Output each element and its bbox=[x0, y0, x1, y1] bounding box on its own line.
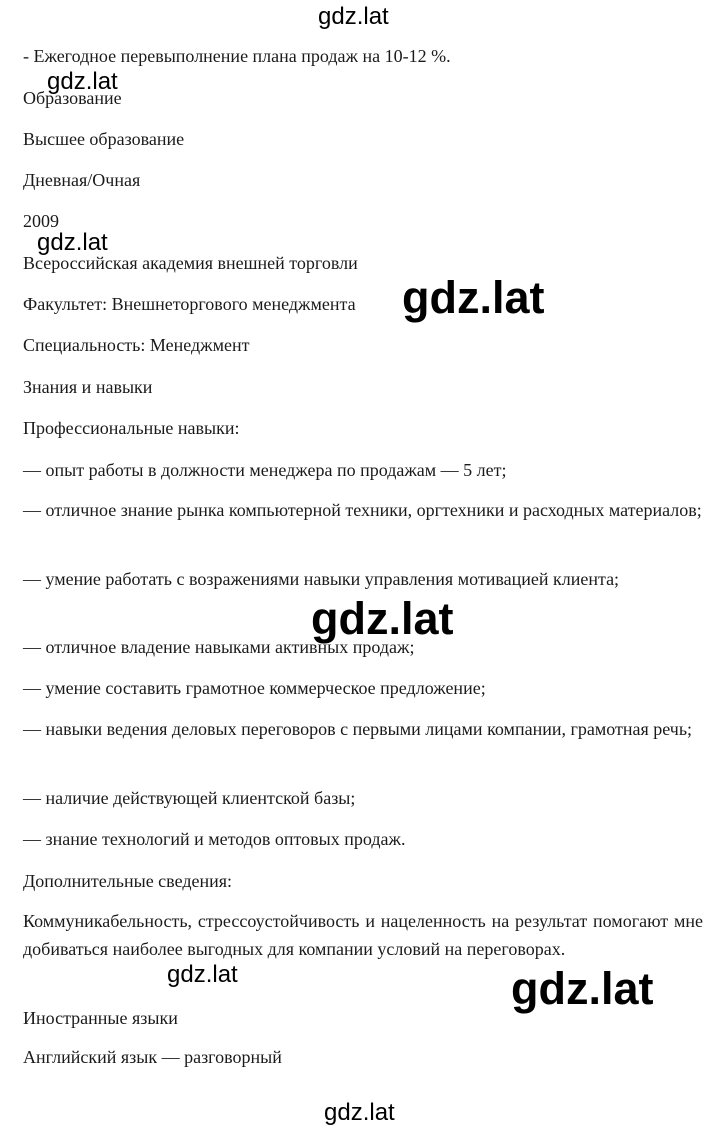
watermark-logo: gdz.lat bbox=[167, 961, 238, 988]
section-heading-skills: Знания и навыки bbox=[23, 377, 153, 397]
university-name: Всероссийская академия внешней торговли bbox=[23, 253, 358, 273]
skill-item: — навыки ведения деловых переговоров с первыми лицами компании, грамотная речь; bbox=[23, 719, 693, 739]
specialty-line: Специальность: Менеджмент bbox=[23, 335, 250, 355]
additional-info-paragraph: Коммуникабельность, стрессоустойчивость и нацеленность на результат помогают мне добиваться наиболее выгодных для компании условий на переговорах. bbox=[23, 911, 703, 959]
section-heading-education: Образование bbox=[23, 88, 122, 108]
achievement-line: - Ежегодное перевыполнение плана продаж на 10-12 %. bbox=[23, 46, 451, 66]
skill-item: — умение работать с возражениями навыки управления мотивацией клиента; bbox=[23, 569, 620, 589]
watermark-logo: gdz.lat bbox=[318, 3, 389, 30]
watermark-logo: gdz.lat bbox=[511, 963, 654, 1014]
watermark-logo: gdz.lat bbox=[402, 272, 545, 323]
section-heading-additional: Дополнительные сведения: bbox=[23, 871, 233, 891]
skill-item: — отличное владение навыками активных продаж; bbox=[23, 637, 415, 657]
skill-item: — отличное знание рынка компьютерной техники, оргтехники и расходных материалов; bbox=[23, 500, 702, 520]
skill-item: — умение составить грамотное коммерческое предложение; bbox=[23, 678, 486, 698]
graduation-year: 2009 bbox=[23, 211, 59, 231]
language-line: Английский язык — разговорный bbox=[23, 1047, 282, 1067]
education-level: Высшее образование bbox=[23, 129, 185, 149]
watermark-logo: gdz.lat bbox=[311, 593, 454, 644]
section-heading-languages: Иностранные языки bbox=[23, 1008, 178, 1028]
skill-item: — опыт работы в должности менеджера по продажам — 5 лет; bbox=[23, 460, 507, 480]
skill-item: — наличие действующей клиентской базы; bbox=[23, 788, 356, 808]
education-form: Дневная/Очная bbox=[23, 170, 141, 190]
skill-item: — знание технологий и методов оптовых продаж. bbox=[23, 829, 406, 849]
faculty-line: Факультет: Внешнеторгового менеджмента bbox=[23, 294, 356, 314]
subheading-professional-skills: Профессиональные навыки: bbox=[23, 418, 240, 438]
watermark-logo: gdz.lat bbox=[37, 229, 108, 256]
watermark-logo: gdz.lat bbox=[47, 68, 118, 95]
watermark-logo: gdz.lat bbox=[324, 1099, 395, 1126]
